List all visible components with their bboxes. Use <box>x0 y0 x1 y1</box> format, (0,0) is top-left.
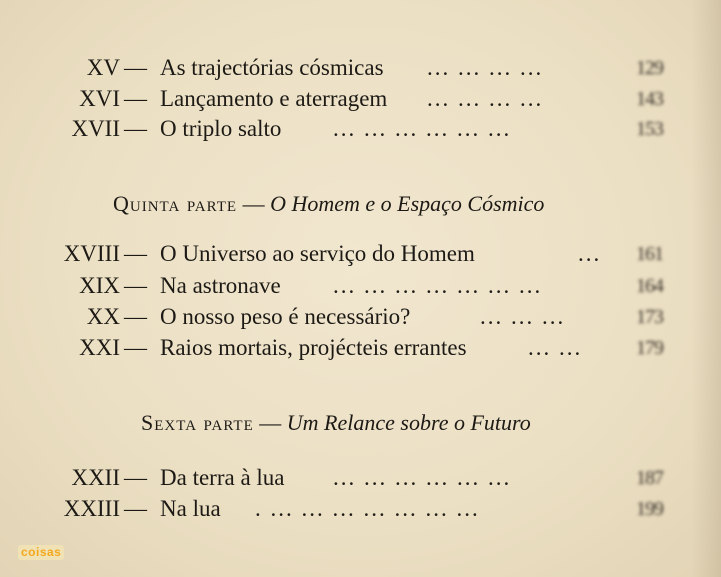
page-number: 153 <box>636 118 663 140</box>
chapter-title: As trajectórias cósmicas <box>160 55 384 80</box>
toc-entry <box>0 84 721 114</box>
part-heading <box>113 189 544 219</box>
chapter-number: XIX <box>79 273 120 298</box>
chapter-number: XVIII <box>63 241 120 266</box>
leader-dots: ... ... ... ... <box>427 55 544 80</box>
chapter-number: XXI <box>79 335 120 360</box>
chapter-number: XVI <box>79 86 120 111</box>
watermark-logo: coisas <box>18 545 64 560</box>
toc-entry <box>0 333 721 363</box>
chapter-number: XV <box>86 55 120 80</box>
chapter-dash: — <box>124 86 147 111</box>
leader-dots: ... ... ... ... ... ... ... <box>333 273 543 298</box>
chapter-title: O Universo ao serviço do Homem <box>160 241 475 266</box>
part-label: Sexta parte <box>141 410 254 435</box>
toc-entry <box>0 239 721 269</box>
page-number: 179 <box>636 337 663 359</box>
chapter-title: O triplo salto <box>160 116 282 141</box>
part-label: Quinta parte <box>113 191 238 216</box>
leader-dots: ... <box>578 241 602 266</box>
toc-entry <box>0 114 721 144</box>
chapter-dash: — <box>124 496 147 521</box>
chapter-dash: — <box>124 273 147 298</box>
page-number: 161 <box>636 243 663 265</box>
leader-dots: ... ... ... ... <box>427 86 544 111</box>
part-dash: — <box>259 410 282 435</box>
leader-dots: ... ... ... <box>480 304 566 329</box>
chapter-title: Na lua <box>160 496 221 521</box>
part-heading <box>141 408 531 438</box>
chapter-dash: — <box>124 465 147 490</box>
chapter-title: Da terra à lua <box>160 465 285 490</box>
part-dash: — <box>242 191 265 216</box>
chapter-dash: — <box>124 304 147 329</box>
part-subtitle: Um Relance sobre o Futuro <box>286 410 531 435</box>
chapter-dash: — <box>124 241 147 266</box>
part-subtitle: O Homem e o Espaço Cósmico <box>270 191 545 216</box>
leader-dots: . ... ... ... ... ... ... ... <box>255 496 480 521</box>
page-number: 164 <box>636 275 663 297</box>
chapter-dash: — <box>124 55 147 80</box>
leader-dots: ... ... ... ... ... ... <box>333 116 512 141</box>
chapter-title: Lançamento e aterragem <box>160 86 388 111</box>
page-number: 173 <box>636 306 663 328</box>
chapter-number: XXII <box>71 465 120 490</box>
chapter-number: XX <box>86 304 120 329</box>
page-number: 199 <box>636 498 663 520</box>
chapter-dash: — <box>124 335 147 360</box>
page-number: 143 <box>636 88 663 110</box>
toc-entry <box>0 463 721 493</box>
toc-entry <box>0 53 721 83</box>
leader-dots: ... ... ... ... ... ... <box>333 465 512 490</box>
toc-entry <box>0 302 721 332</box>
page-number: 129 <box>636 57 663 79</box>
toc-entry <box>0 271 721 301</box>
chapter-title: O nosso peso é necessário? <box>160 304 411 329</box>
chapter-title: Raios mortais, projécteis errantes <box>160 335 467 360</box>
toc-entry <box>0 494 721 524</box>
page-number: 187 <box>636 467 663 489</box>
chapter-dash: — <box>124 116 147 141</box>
chapter-title: Na astronave <box>160 273 281 298</box>
leader-dots: ... ... <box>528 335 583 360</box>
chapter-number: XXIII <box>63 496 120 521</box>
chapter-number: XVII <box>71 116 120 141</box>
